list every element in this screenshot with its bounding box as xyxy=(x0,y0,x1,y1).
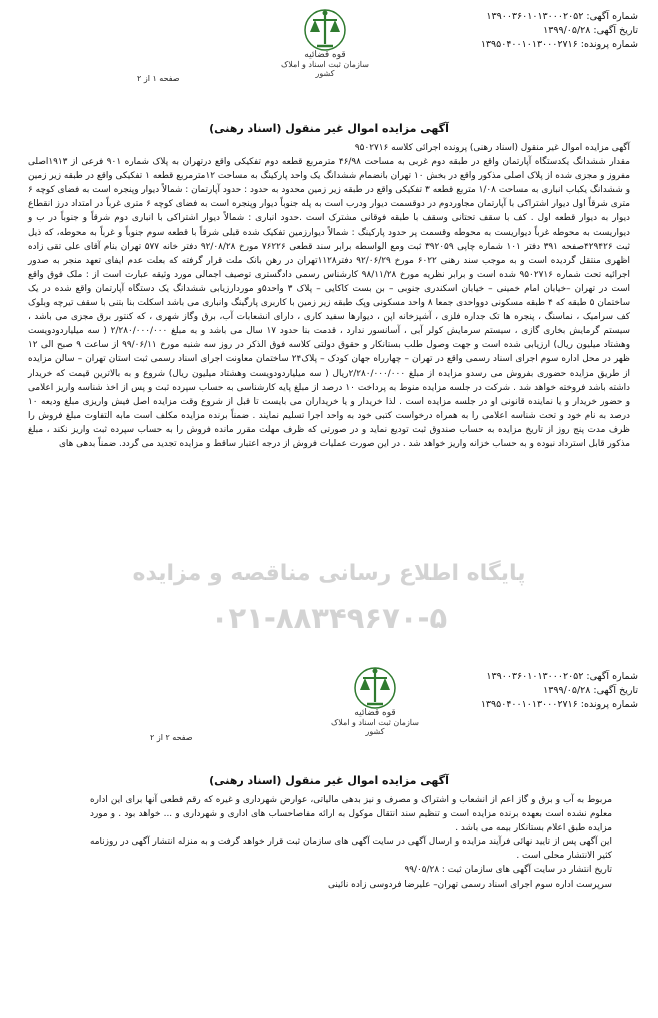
watermark-site-name: پایگاه اطلاع رسانی مناقصه و مزایده xyxy=(132,561,526,586)
page-number: صفحه ۲ از ۲ xyxy=(150,733,193,742)
org-name-judiciary: قوه قضائیه xyxy=(304,50,346,60)
scales-emblem-icon xyxy=(352,664,398,710)
body-paragraph: این آگهی پس از تایید نهائی فرآیند مزایده و ارسال آگهی در سایت آگهی های سازمان ثبت قرار خواهد گرفت و به منزله انتشار آگهی در روزنامه کثیر الانتشار محلی است . xyxy=(90,837,612,862)
header-info xyxy=(481,10,638,52)
ad-number: شماره آگهی: ۱۳۹۰۰۳۶۰۱۰۱۳۰۰۰۲۰۵۲ xyxy=(486,11,638,22)
ad-number: شماره آگهی: ۱۳۹۰۰۳۶۰۱۰۱۳۰۰۰۲۰۵۲ xyxy=(486,671,638,682)
header-info xyxy=(481,670,638,712)
scales-emblem-icon xyxy=(302,6,348,52)
case-number: شماره پرونده: ۱۳۹۵۰۴۰۰۱۰۱۳۰۰۰۲۷۱۶ xyxy=(480,39,638,50)
signature-line: سرپرست اداره سوم اجرای اسناد رسمی تهران– علیرضا فردوسی زاده نائینی xyxy=(327,879,612,890)
page-number: صفحه ۱ از ۲ xyxy=(137,74,180,83)
body-paragraph: مربوط به آب و برق و گاز اعم از انشعاب و اشتراک و مصرف و نیز بدهی مالیاتی، عوارض شهرداری و غیره که رقم قطعی آنها برای این اداره معلوم نشده است بعهده برنده مزایده است و تنظیم سند انتقال موکول به ارائه مفاصاحساب های اداری و شهرداری و ... خواهد بود . و مورد مزایده طبق اعلام بستانکار بیمه می باشد . xyxy=(90,795,612,834)
announcement-body xyxy=(90,793,612,892)
announcement-title: آگهی مزایده اموال غیر منقول (اسناد رهنی) xyxy=(209,122,449,135)
announcement-title: آگهی مزایده اموال غیر منقول (اسناد رهنی) xyxy=(209,774,449,787)
case-number: شماره پرونده: ۱۳۹۵۰۴۰۰۱۰۱۳۰۰۰۲۷۱۶ xyxy=(480,699,638,710)
announcement-body xyxy=(28,141,630,451)
announcement-page-2 xyxy=(0,652,658,1018)
judiciary-emblem xyxy=(280,6,370,78)
body-paragraph: مقدار ششدانگ یکدستگاه آپارتمان واقع در طبقه دوم غربی به مساحت ۴۶/۹۸ مترمربع قطعه دوم تفکیکی واقع درتهران به پلاک شماره ۹۰۱ فرعی از ۱۹۱۳اصلی مفروز و مجزی شده از پلاک اصلی مذکور واقع در بخش ۱۰ تهران بانضمام ششدانگ یک واحد پارکینگ به مساحت ۱۲مترمربع قطعه ۱ تفکیکی واقع در طبقه زیر زمین و ششدانگ یکباب انباری به مساحت ۱/۰۸ متربع قطعه ۳ تفکیکی واقع در طبقه زیر زمین محدود به حدود : حدود آپارتمان : شمالاً دیوار وپنجره است به فضای کوچه ۶ متری شرقاً اول دیوار اشتراکی با آپارتمان مجاوردوم در دوقسمت دیوار ودرب است به پله جنوباً دیوار وپنجره است به فضای کوچه ۶ متری غرباً در امتداد درز انقطاع دیوار به دیوار قطعه اول . کف با سقف تحتانی وسقف با طبقه فوقانی مشترک است .حدود انباری : شمالاً دیوار اشتراکی با انباری دوم شرقاً و جنوباً در ب و دیواریست به محوطه غرباً دیواریست به محوطه وقسمت پر حدود پارکینگ : شمالاً دیوارزمین تفکیک شده قبلی شرقاً با قطعه سوم جنوباً و غرباً به محوطه، که ذیل ثبت ۴۲۹۴۲۶صفحه ۳۹۱ دفتر ۱۰۱ شماره چاپی ۳۹۲۰۵۹ ثبت ومع الواسطه برابر سند قطعی ۷۶۲۲۶ مورخ ۹۲/۰۸/۲۸ دفتر خانه ۵۷۷ تهران بنام آقای علی تقی زاده اظهری منتقل گردیده است و به موجب سند رهنی ۶۰۲۲ مورخ ۹۲/۰۶/۲۹ دفتر۱۱۲۸تهران در رهن بانک ملت قرار گرفته که بعلت عدم ایفای تعهد منجر به صدور اجرائیه تحت شماره ۹۵۰۲۷۱۶ شده است و برابر نظریه مورخ ۹۸/۱۱/۲۸ کارشناس رسمی دادگستری توصیف اجمالی مورد وثیقه عبارت است از : ملک فوق واقع است در تهران –خیابان امام خمینی – خیابان اسکندری جنوبی – بن بست کاکایی – پلاک ۳ واحد۵و موردارزیابی ششدانگ یک دستگاه آپارتمان واقع شده در یک ساختمان ۵ طبقه که ۴ طبقه مسکونی دوواحدی جمعا ۸ واحد مسکونی وپک طبقه زیر زمین با کاربری پارگینگ وانباری می باشد اسکلت بنا بتنی با سقف تیرچه وبلوک کف سرامیک ، نماسنگ ، پنجره ها تک جداره فلزی ، آشپزخانه اپن ، دیوارها سفید کاری ، دارای انشعابات آب، برق وگاز شهری ، که کنتور برق مجزی می باشد ، سیستم گرمایش بخاری گازی ، سیستم سرمایش کولر آبی ، آسانسور ندارد ، قدمت بنا حدود ۱۷ سال می باشد و به مبلغ ۲/۲۸۰/۰۰۰/۰۰۰ ( سه میلیاردودویست وهشتاد میلیون ریال) ارزیابی شده است و جهت وصول طلب بستانکار و حقوق دولتی کلاسه فوق الذکر در روز سه شنبه مورخ ۹۹/۰۶/۱۱ از ساعت ۹ صبح الی ۱۲ ظهر در محل اداره سوم اجرای اسناد رسمی واقع در تهران – چهارراه جهان کودک – پلاک۲۴ ساختمان معاونت اجرای اسناد رسمی ثبت استان تهران – سالن مزایده از طریق مزایده حضوری بفروش می رسدو مزایده از مبلغ ۲/۲۸۰/۰۰۰/۰۰۰ریال ( سه میلیاردودویست وهشتاد میلیون ریال) شروع و به بالاترین قیمت که خریدار داشته باشد فروخته خواهد شد . شرکت در جلسه مزایده منوط به پرداخت ۱۰ درصد از مبلغ پایه کارشناسی به حساب سپرده ثبت و پس از اخذ شناسه واریز اعلامی و حضور خریدار و یا نماینده قانونی او در جلسه مزایده است . لذا خریدار و یا خریداران می بایست تا قبل از شروع وقت مزایده اصل فیش واریزی مبلغ ودیعه ۱۰ درصد به نام خود و تحت شناسه اعلامی را به همراه درخواست کتبی خود به واحد اجرا تسلیم نمایند . ضمناً برنده مزایده مکلف است مابه التفاوت مبلغ فروش را ظرف مدت پنج روز از تاریخ مزایده به حساب صندوق ثبت تودیع نماید و در صورتی که ظرف مهلت مقرر مانده فروش را به حساب سپرده ثبت واریز نکند ، مبلغ مذکور قابل استرداد نبوده و به حساب خزانه واریز خواهد شد . در این صورت عملیات فروش از درجه اعتبار ساقط و مزایده تجدید می گردد. ضمناً بدهی های xyxy=(28,157,631,449)
body-paragraph: آگهی مزایده اموال غیر منقول (اسناد رهنی) پرونده اجرائی کلاسه ۹۵۰۲۷۱۶ xyxy=(354,143,630,153)
ad-date: تاریخ آگهی: ۱۳۹۹/۰۵/۲۸ xyxy=(543,25,638,36)
judiciary-emblem xyxy=(330,664,420,736)
org-name-judiciary: قوه قضائیه xyxy=(354,708,396,718)
org-name-registry: سازمان ثبت اسناد و املاک کشور xyxy=(281,60,369,78)
org-name-registry: سازمان ثبت اسناد و املاک کشور xyxy=(331,718,419,736)
publication-date: تاریخ انتشار در سایت آگهی های سازمان ثبت : ۹۹/۰۵/۲۸ xyxy=(404,865,612,876)
ad-date: تاریخ آگهی: ۱۳۹۹/۰۵/۲۸ xyxy=(543,685,638,696)
watermark-phone: ۰۲۱-۸۸۳۴۹۶۷۰-۵ xyxy=(210,601,448,635)
